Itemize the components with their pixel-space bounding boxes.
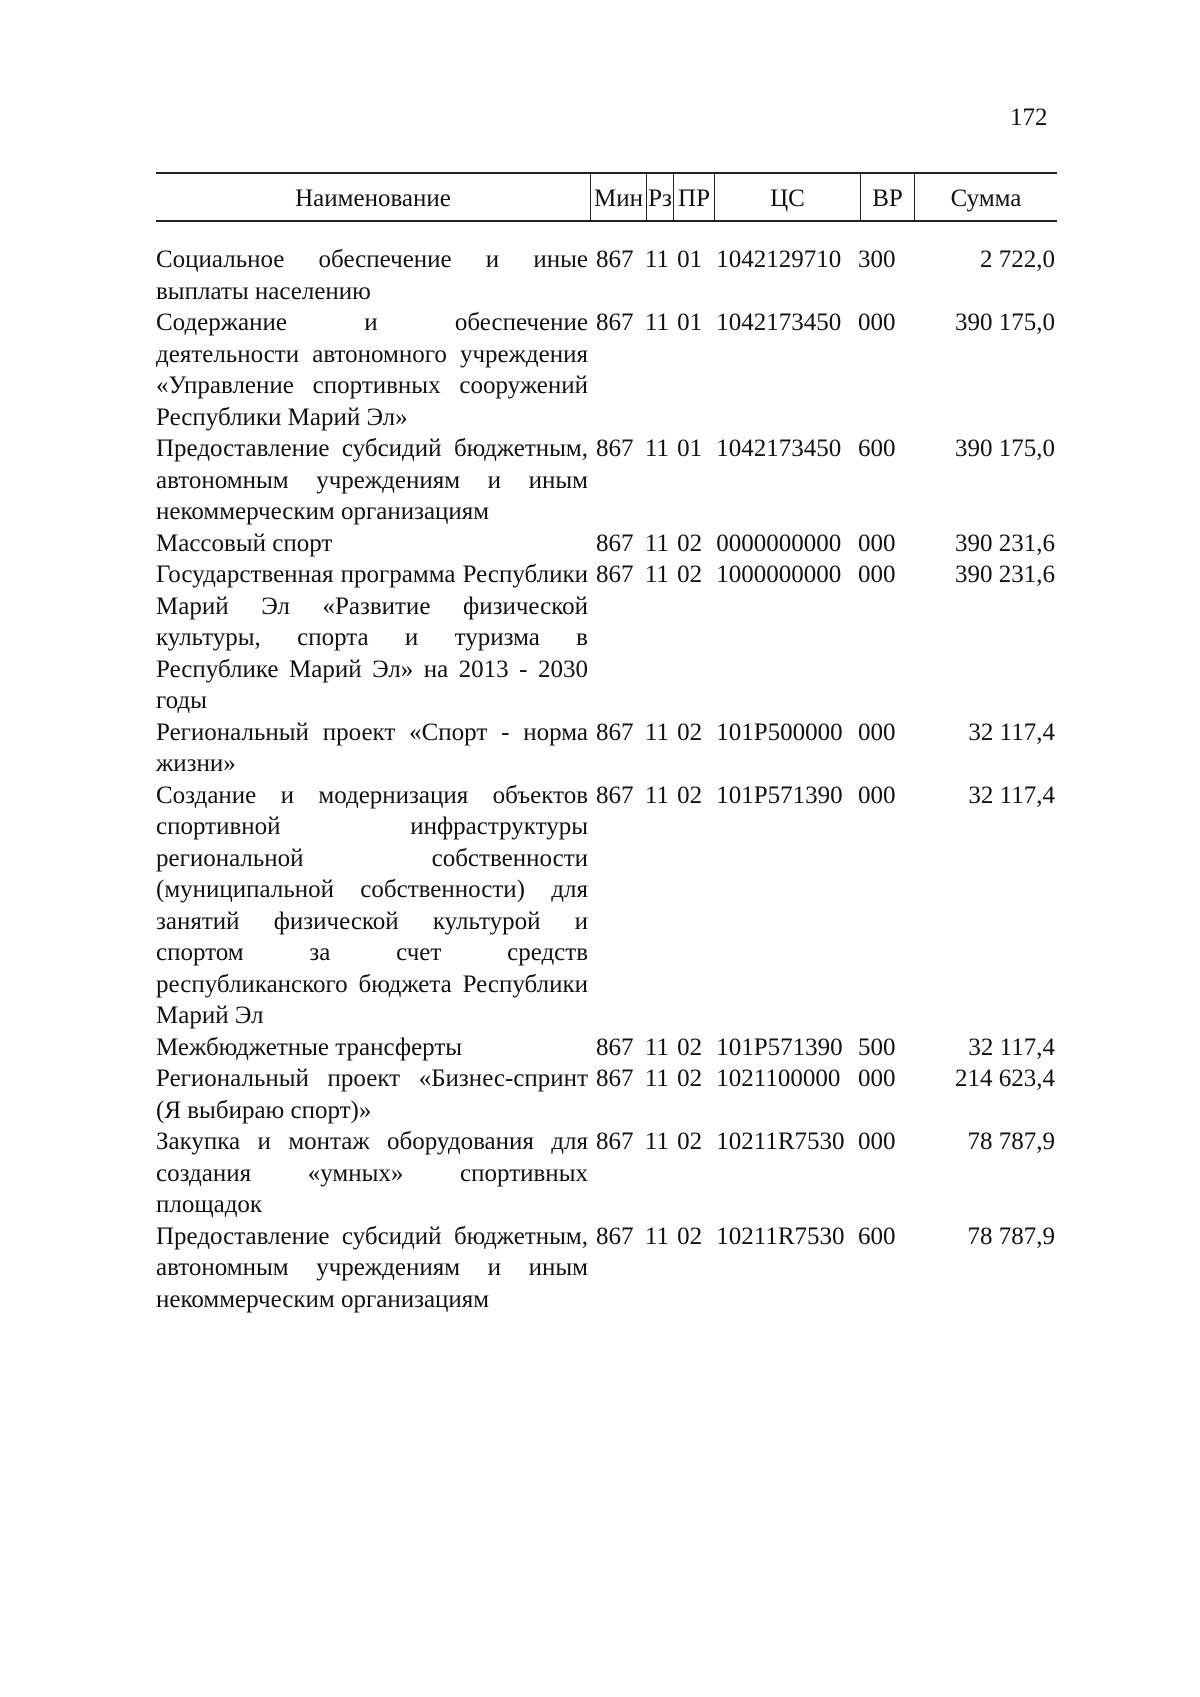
row-codes <box>590 528 896 560</box>
row-min: 867 <box>596 781 634 809</box>
row-min: 867 <box>596 718 634 746</box>
header-vr: ВР <box>860 174 914 220</box>
row-sum: 32 117,4 <box>968 781 1055 809</box>
row-vr: 500 <box>858 1033 896 1061</box>
row-name: Содержание и обеспечение деятельности автономного учреждения «Управление спортивных сооружений Республики Марий Эл» <box>156 309 588 431</box>
row-min: 867 <box>596 435 634 462</box>
row-vr: 000 <box>858 1065 896 1092</box>
row-pr: 02 <box>677 529 703 557</box>
row-pr: 01 <box>677 435 703 462</box>
row-name: Массовый спорт <box>156 529 333 557</box>
row-pr: 02 <box>677 718 703 746</box>
row-name: Создание и модернизация объектов спортивной инфраструктуры региональной собственности (муниципальной собственности) для занятий физической культурой и спортом за счет средств республиканского бюджета Республики Марий Эл <box>156 781 588 1029</box>
row-pr: 02 <box>677 1128 703 1155</box>
row-vr: 000 <box>858 718 896 746</box>
table-row <box>156 1063 1057 1126</box>
row-rz: 11 <box>644 529 669 557</box>
table-row <box>156 780 1057 1032</box>
row-cs: 1021100000 <box>716 1065 841 1092</box>
row-sum: 390 175,0 <box>955 309 1055 336</box>
row-cs: 101P571390 <box>716 781 843 809</box>
row-codes <box>590 780 896 1032</box>
row-rz: 11 <box>644 1065 669 1092</box>
row-sum: 390 175,0 <box>955 435 1055 462</box>
header-name: Наименование <box>295 184 451 212</box>
row-min: 867 <box>596 529 634 557</box>
table-row <box>156 559 1057 717</box>
row-pr: 01 <box>677 309 703 336</box>
table-body <box>156 244 1057 1315</box>
row-rz: 11 <box>644 246 669 273</box>
row-codes <box>590 1126 896 1221</box>
row-name: Предоставление субсидий бюджетным, автономным учреждениям и иным некоммерческим организациям <box>156 1222 588 1313</box>
row-codes <box>590 1221 896 1316</box>
row-vr: 300 <box>858 246 896 273</box>
table-row <box>156 307 1057 433</box>
row-vr: 000 <box>858 1128 896 1155</box>
table-row <box>156 717 1057 780</box>
row-cs: 1000000000 <box>716 561 842 588</box>
row-name: Межбюджетные трансферты <box>156 1033 463 1061</box>
row-sum: 214 623,4 <box>955 1065 1055 1092</box>
row-pr: 02 <box>677 561 703 588</box>
row-name: Государственная программа Республики Марий Эл «Развитие физической культуры, спорта и туризма в Республике Марий Эл» на 2013 - 2030 годы <box>156 561 588 714</box>
row-cs: 101P571390 <box>716 1033 843 1061</box>
row-min: 867 <box>596 1222 634 1250</box>
row-min: 867 <box>596 246 634 273</box>
row-cs: 101P500000 <box>716 718 843 746</box>
row-pr: 02 <box>677 1065 703 1092</box>
row-vr: 600 <box>858 1222 896 1250</box>
row-name: Региональный проект «Бизнес-спринт (Я выбираю спорт)» <box>156 1065 588 1124</box>
row-sum: 2 722,0 <box>980 246 1055 273</box>
row-rz: 11 <box>644 561 669 588</box>
row-sum: 78 787,9 <box>967 1222 1055 1250</box>
row-cs: 0000000000 <box>716 529 842 557</box>
row-sum: 32 117,4 <box>968 718 1055 746</box>
header-cs: ЦС <box>714 174 860 220</box>
row-cs: 10211R7530 <box>716 1128 845 1155</box>
row-rz: 11 <box>644 309 669 336</box>
row-vr: 000 <box>858 561 896 588</box>
table-row <box>156 433 1057 528</box>
header-min: Мин <box>590 174 646 220</box>
row-pr: 02 <box>677 1033 703 1061</box>
row-rz: 11 <box>644 781 669 809</box>
row-min: 867 <box>596 309 634 336</box>
row-sum: 390 231,6 <box>955 529 1055 557</box>
row-codes <box>590 717 896 780</box>
table-row <box>156 1032 1057 1064</box>
row-codes <box>590 1063 896 1126</box>
row-rz: 11 <box>644 435 669 462</box>
row-rz: 11 <box>644 718 669 746</box>
row-min: 867 <box>596 1128 634 1155</box>
row-sum: 78 787,9 <box>967 1128 1055 1155</box>
row-name: Социальное обеспечение и иные выплаты населению <box>156 246 588 305</box>
row-rz: 11 <box>644 1222 669 1250</box>
row-pr: 02 <box>677 1222 703 1250</box>
page-number: 172 <box>1010 104 1048 131</box>
row-rz: 11 <box>644 1033 669 1061</box>
table-row <box>156 528 1057 560</box>
row-codes <box>590 1032 896 1064</box>
row-min: 867 <box>596 1065 634 1092</box>
row-name: Закупка и монтаж оборудования для создания «умных» спортивных площадок <box>156 1128 588 1218</box>
table-row <box>156 1126 1057 1221</box>
row-pr: 01 <box>677 246 703 273</box>
row-sum: 390 231,6 <box>955 561 1055 588</box>
budget-table <box>156 172 1057 1315</box>
row-cs: 1042173450 <box>716 435 842 462</box>
row-vr: 000 <box>858 529 896 557</box>
row-sum: 32 117,4 <box>968 1033 1055 1061</box>
row-pr: 02 <box>677 781 703 809</box>
table-row <box>156 244 1057 307</box>
header-sum: Сумма <box>914 174 1057 220</box>
row-cs: 10211R7530 <box>716 1222 845 1250</box>
row-cs: 1042173450 <box>716 309 842 336</box>
row-codes <box>590 307 896 433</box>
table-row <box>156 1221 1057 1316</box>
row-codes <box>590 433 896 528</box>
row-name: Предоставление субсидий бюджетным, автономным учреждениям и иным некоммерческим организациям <box>156 435 588 525</box>
header-rz: Рз <box>646 174 673 220</box>
row-vr: 600 <box>858 435 896 462</box>
row-codes <box>590 559 896 717</box>
row-vr: 000 <box>858 309 896 336</box>
row-min: 867 <box>596 561 634 588</box>
row-codes <box>590 244 896 307</box>
row-rz: 11 <box>644 1128 669 1155</box>
row-name: Региональный проект «Спорт - норма жизни» <box>156 718 588 777</box>
table-header <box>156 172 1057 222</box>
header-pr: ПР <box>673 174 714 220</box>
row-vr: 000 <box>858 781 896 809</box>
row-min: 867 <box>596 1033 634 1061</box>
row-cs: 1042129710 <box>716 246 842 273</box>
